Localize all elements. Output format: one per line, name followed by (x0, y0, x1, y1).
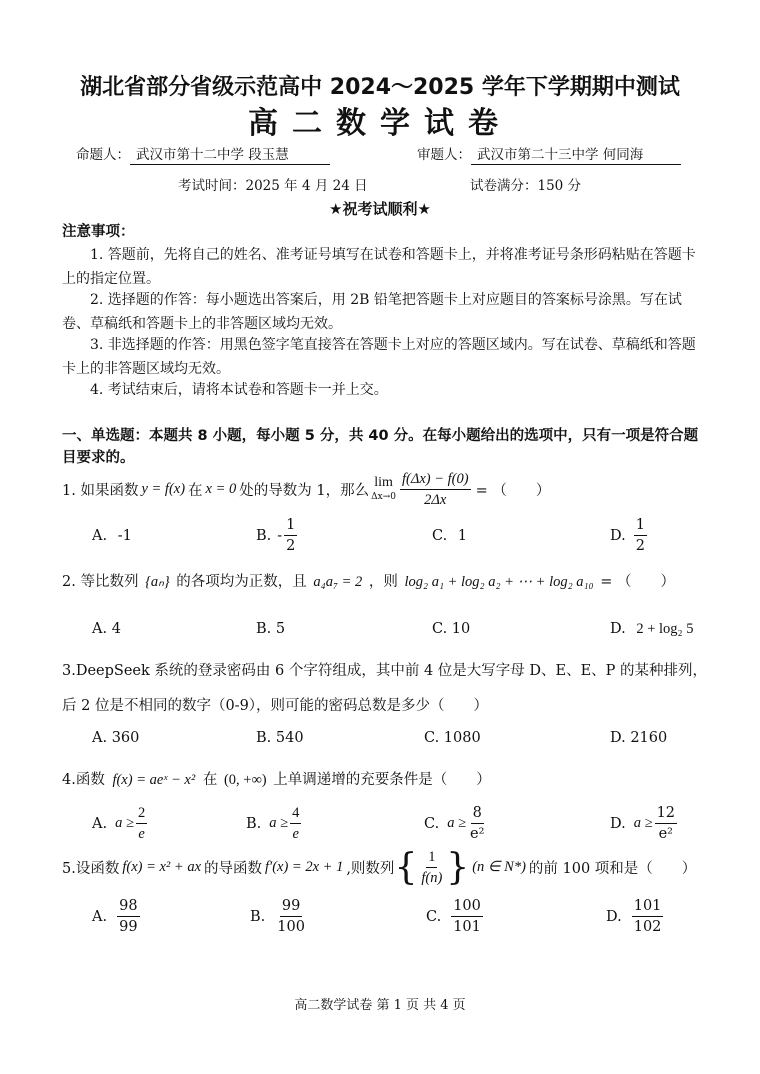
q5-option-b (250, 897, 309, 936)
q4-option-c (424, 804, 488, 843)
q2-text-pre: 2. 等比数列 (62, 574, 139, 590)
exam-time: 考试时间：2025 年 4 月 24 日 (178, 178, 368, 194)
q5-option-d-den: 102 (633, 919, 662, 935)
q1-option-c (432, 528, 467, 544)
q1-option-d-fraction (634, 516, 647, 555)
q4-option-c-lhs: a ≥ (447, 815, 467, 831)
q1-option-a-label: A. (92, 528, 108, 544)
q5-text-post: 的前 100 项和是（ ） (528, 861, 697, 877)
q4-option-c-den: e² (470, 826, 485, 842)
q2-expression: log₂ a₁ + log₂ a₂ + ⋯ + log₂ a₁₀ (404, 574, 594, 590)
blessing: ★祝考试顺利★ (329, 200, 431, 218)
question-3-line1: 3.DeepSeek 系统的登录密码由 6 个字符组成，其中前 4 位是大写字母 D、E、E、P 的某种排列， (62, 663, 708, 679)
q4-text-mid: 在 (202, 772, 218, 788)
q4-function: f(x) = aeˣ − x² (112, 772, 196, 788)
q1-limit (371, 476, 396, 504)
q2-option-d (610, 621, 693, 638)
q5-seq-num: 1 (426, 848, 437, 868)
q5-text-mid1: 的导函数 (204, 861, 263, 877)
q4-option-b-num: 4 (290, 804, 301, 824)
author-label: 命题人： (76, 147, 130, 163)
question-5 (62, 847, 696, 888)
q1-text-mid2: 处的导数为 1，那么 (239, 483, 370, 499)
q3-option-c: C. 1080 (424, 730, 481, 746)
q4-option-a-label: A. (92, 815, 108, 832)
full-score: 试卷满分：150 分 (470, 178, 582, 194)
q1-option-d (610, 516, 649, 555)
q1-numerator: f(Δx) − f(0) (400, 470, 471, 490)
q4-option-b-label: B. (246, 815, 262, 832)
q3-option-a: A. 360 (92, 730, 140, 746)
section-heading: 一、单选题：本题共 8 小题，每小题 5 分，共 40 分。在每小题给出的选项中，只有一项是符合题目要求的。 (62, 428, 699, 466)
q5-option-a-fraction (117, 897, 139, 936)
q5-option-c-den: 101 (453, 919, 481, 935)
q1-option-a (92, 528, 132, 544)
q1-text-mid1: 在 (188, 483, 203, 499)
q1-option-c-value: 1 (457, 528, 468, 544)
q5-option-b-den: 100 (277, 919, 305, 935)
author-line (76, 143, 330, 165)
q2-option-a: A. 4 (92, 621, 121, 637)
q4-option-c-label: C. (424, 815, 440, 832)
q1-option-d-label: D. (610, 527, 626, 544)
q4-option-d (610, 804, 679, 843)
q1-option-d-den: 2 (635, 538, 645, 554)
q4-option-d-label: D. (610, 815, 626, 832)
q4-option-a-den: e (138, 826, 145, 842)
q4-option-d-num: 12 (655, 804, 677, 824)
q5-option-b-num: 99 (280, 897, 302, 917)
q5-option-a (92, 897, 142, 936)
q1-denominator: 2Δx (424, 492, 447, 508)
q1-lim-sub: Δx→0 (371, 491, 396, 502)
q2-option-d-label: D. (610, 621, 626, 637)
q1-point: x = 0 (205, 481, 237, 497)
q1-text-post: = （ ） (475, 483, 551, 499)
exam-title-line2: 高二数学试卷 (248, 106, 512, 141)
q4-interval: (0, +∞) (223, 772, 267, 788)
note-item-2: 2. 选择题的作答：每小题选出答案后，用 2B 铅笔把答题卡上对应题目的答案标号涂黑。写在试卷、草稿纸和答题卡上的非答题区域均无效。 (62, 292, 682, 332)
q1-option-b-sign: - (277, 527, 283, 544)
q1-option-b (256, 516, 299, 555)
q5-text-pre: 5.设函数 (62, 861, 120, 877)
q5-option-d (606, 897, 665, 936)
q2-option-b: B. 5 (256, 621, 286, 637)
notes-title: 注意事项： (62, 224, 135, 240)
question-3-line2: 后 2 位是不相同的数字（0-9），则可能的密码总数是多少（ ） (62, 698, 489, 714)
q4-option-d-lhs: a ≥ (633, 815, 653, 831)
note-item-4: 4. 考试结束后，请将本试卷和答题卡一并上交。 (90, 382, 388, 398)
q4-option-a-num: 2 (136, 804, 147, 824)
q5-derivative: f′(x) = 2x + 1 (265, 859, 344, 875)
q1-option-c-label: C. (432, 528, 448, 544)
q5-option-c (426, 897, 485, 936)
q4-option-b (246, 804, 303, 843)
q2-condition: a₄a₇ = 2 (313, 574, 363, 590)
q1-text-pre: 1. 如果函数 (62, 483, 139, 499)
q2-text-mid2: ，则 (368, 574, 398, 590)
q2-text-post: = （ ） (600, 574, 675, 590)
q5-option-c-num: 100 (451, 897, 483, 917)
q4-option-c-num: 8 (471, 804, 484, 824)
q5-function: f(x) = x² + ax (122, 859, 202, 875)
q2-sequence: {aₙ} (145, 574, 170, 590)
q5-condition: (n ∈ N*) (472, 859, 526, 875)
q4-option-d-fraction (655, 804, 677, 843)
q4-text-post: 上单调递增的充要条件是（ ） (273, 772, 491, 788)
q5-seq-den: f(n) (421, 870, 443, 886)
question-1 (62, 470, 550, 509)
q2-option-c: C. 10 (432, 621, 471, 637)
q5-text-mid2: ,则数列 (346, 861, 395, 877)
q5-option-d-fraction (632, 897, 664, 936)
page-footer: 高二数学试卷 第 1 页 共 4 页 (294, 998, 466, 1013)
q5-option-a-label: A. (92, 908, 108, 925)
author-value: 武汉市第十二中学 段玉慧 (130, 143, 330, 165)
q4-option-a-lhs: a ≥ (115, 815, 134, 831)
q5-option-a-num: 98 (117, 897, 139, 917)
q5-option-c-fraction (451, 897, 483, 936)
q5-left-brace: { (394, 847, 418, 888)
q5-option-d-label: D. (606, 908, 622, 925)
q1-option-b-num: 1 (284, 516, 297, 536)
q1-option-b-fraction (284, 516, 297, 555)
question-4 (62, 768, 491, 789)
q5-option-a-den: 99 (119, 919, 138, 935)
q1-option-b-den: 2 (286, 538, 296, 554)
q1-fraction (400, 470, 471, 509)
q1-function: y = f(x) (141, 481, 186, 497)
q4-option-c-fraction (468, 804, 486, 843)
q4-option-a-fraction (136, 804, 147, 843)
q4-option-b-fraction (290, 804, 301, 843)
q4-text-pre: 4.函数 (62, 772, 105, 788)
q3-option-b: B. 540 (256, 730, 304, 746)
q5-sequence-fraction (419, 848, 444, 887)
q5-option-c-label: C. (426, 908, 442, 925)
q5-option-b-label: B. (250, 908, 266, 925)
q1-lim-word: lim (374, 474, 393, 490)
reviewer-label: 审题人： (417, 147, 471, 163)
q4-option-b-lhs: a ≥ (269, 815, 289, 831)
q4-option-a (92, 804, 149, 843)
q4-option-d-den: e² (658, 826, 673, 842)
note-item-1: 1. 答题前，先将自己的姓名、准考证号填写在试卷和答题卡上，并将准考证号条形码粘贴在答题卡上的指定位置。 (62, 247, 696, 287)
q5-right-brace: } (446, 847, 470, 888)
q2-option-d-value: 2 + log₂ 5 (636, 621, 694, 637)
q3-option-d: D. 2160 (610, 730, 668, 746)
question-2 (62, 570, 675, 591)
reviewer-line (417, 143, 681, 165)
q1-option-b-label: B. (256, 527, 272, 544)
note-item-3: 3. 非选择题的作答：用黑色签字笔直接答在答题卡上对应的答题区域内。写在试卷、草稿纸和答题卡上的非答题区域均无效。 (62, 337, 696, 377)
q5-option-b-fraction (275, 897, 307, 936)
exam-title-line1: 湖北省部分省级示范高中 2024～2025 学年下学期期中测试 (80, 75, 680, 100)
q5-option-d-num: 101 (632, 897, 664, 917)
q1-option-d-num: 1 (634, 516, 647, 536)
q2-text-mid: 的各项均为正数，且 (176, 574, 307, 590)
q4-option-b-den: e (292, 826, 299, 842)
q1-option-a-value: -1 (117, 528, 132, 544)
reviewer-value: 武汉市第二十三中学 何同海 (471, 143, 681, 165)
